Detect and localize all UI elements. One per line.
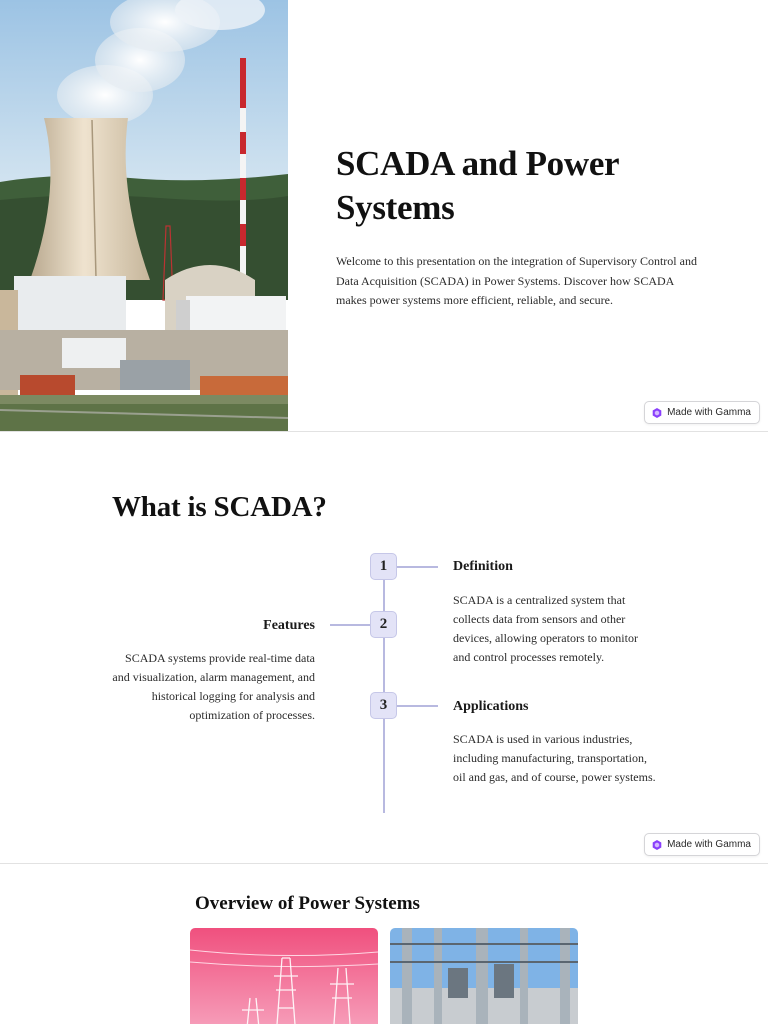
timeline-connector-2 — [330, 624, 370, 626]
badge-label: Made with Gamma — [667, 407, 751, 418]
applications-heading: Applications — [453, 699, 529, 714]
title-block — [336, 142, 736, 311]
timeline-line — [383, 553, 385, 813]
slide-title: What is SCADA? — [112, 491, 327, 523]
definition-text: SCADA is a centralized system that collects data from sensors and other devices, allowing operators to monitor and control processes remotely. — [453, 593, 638, 664]
substation-photo — [390, 928, 578, 1024]
features-text: SCADA systems provide real-time data and visualization, alarm management, and historical logging for analysis and optimization of processes. — [112, 651, 315, 722]
overview-power-systems-slide — [0, 865, 768, 1024]
gamma-logo-icon — [652, 408, 662, 418]
title-slide — [0, 0, 768, 432]
what-is-scada-slide — [0, 433, 768, 864]
timeline-node-3: 3 — [370, 692, 397, 719]
features-heading: Features — [263, 618, 315, 633]
made-with-gamma-badge[interactable] — [644, 401, 760, 424]
intro-paragraph: Welcome to this presentation on the integration of Supervisory Control and Data Acquisition (SCADA) in Power Systems. Discover how SCADA makes power systems more efficient, reliable, and secure. — [336, 254, 697, 307]
definition-heading: Definition — [453, 559, 513, 574]
timeline-node-1: 1 — [370, 553, 397, 580]
timeline-connector-1 — [397, 566, 438, 568]
timeline-connector-3 — [397, 705, 438, 707]
timeline-node-2: 2 — [370, 611, 397, 638]
gamma-logo-icon — [652, 840, 662, 850]
slide-title: Overview of Power Systems — [195, 893, 420, 914]
made-with-gamma-badge[interactable] — [644, 833, 760, 856]
transmission-towers-photo — [190, 928, 378, 1024]
power-plant-photo — [0, 0, 288, 432]
badge-label: Made with Gamma — [667, 839, 751, 850]
presentation-title: SCADA and Power Systems — [336, 144, 619, 227]
applications-text: SCADA is used in various industries, including manufacturing, transportation, oil and gas, and of course, power systems. — [453, 732, 656, 784]
